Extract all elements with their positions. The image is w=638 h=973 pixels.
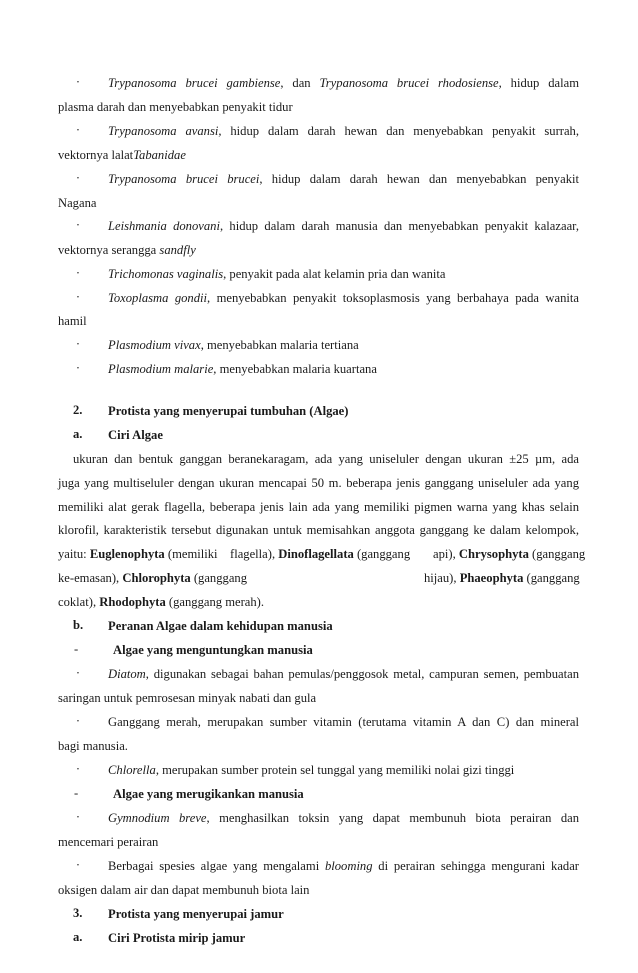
text-line: saringan untuk pemrosesan minyak nabati dan gula <box>58 691 317 705</box>
bullet: · <box>75 762 81 776</box>
paragraph-line: klorofil, karakteristik tersebut digunakan untuk memisahkan anggota ganggang ke dalam kelompok, <box>58 523 579 537</box>
bullet: · <box>75 810 81 824</box>
text-line: Nagana <box>58 196 97 210</box>
paragraph-line: coklat), Rhodophyta (ganggang merah). <box>58 595 265 609</box>
text-line: Chlorella, merupakan sumber protein sel tunggal yang memiliki nolai gizi tinggi <box>108 763 515 777</box>
text-line: plasma darah dan menyebabkan penyakit tidur <box>58 100 293 114</box>
text-line: Plasmodium vivax, menyebabkan malaria tertiana <box>108 338 359 352</box>
dash-bullet: - <box>74 642 79 656</box>
bullet: · <box>75 858 81 872</box>
subsection-heading: Ciri Protista mirip jamur <box>108 931 246 945</box>
paragraph-line: ke-emasan), Chlorophyta (ganggang <box>58 571 248 585</box>
sub-heading: Algae yang menguntungkan manusia <box>113 643 313 657</box>
text-line: Leishmania donovani, hidup dalam darah manusia dan menyebabkan penyakit kalazaar, <box>108 219 579 233</box>
bullet: · <box>75 361 81 375</box>
text-line: Berbagai spesies algae yang mengalami blooming di perairan sehingga mengurani kadar <box>108 859 579 873</box>
text-line: oksigen dalam air dan dapat membunuh biota lain <box>58 883 310 897</box>
text-line: Diatom, digunakan sebagai bahan pemulas/penggosok metal, campuran semen, pembuatan <box>108 667 579 681</box>
subsection-letter: a. <box>73 427 83 441</box>
paragraph-line: ukuran dan bentuk ganggan beranekaragam, ada yang uniseluler dengan ukuran ±25 µm, ada <box>73 452 579 466</box>
subsection-letter: b. <box>73 618 84 632</box>
text-line: Trypanosoma brucei brucei, hidup dalam darah hewan dan menyebabkan penyakit <box>108 172 579 186</box>
bullet: · <box>75 337 81 351</box>
dash-bullet: - <box>74 786 79 800</box>
text-line: hamil <box>58 314 87 328</box>
sub-heading: Algae yang merugikankan manusia <box>113 787 304 801</box>
paragraph-line: hijau), Phaeophyta (ganggang <box>424 571 580 585</box>
text-line: Trypanosoma avansi, hidup dalam darah hewan dan menyebabkan penyakit surrah, <box>108 124 579 138</box>
section-heading: Protista yang menyerupai jamur <box>108 907 284 921</box>
text-line: Gymnodium breve, menghasilkan toksin yang dapat membunuh biota perairan dan <box>108 811 579 825</box>
bullet: · <box>75 75 81 89</box>
text-line: Trichomonas vaginalis, penyakit pada alat kelamin pria dan wanita <box>108 267 446 281</box>
paragraph-line: juga yang multiseluler dengan ukuran mencapai 50 m. beberapa jenis ganggang uniseluler ada yang <box>58 476 579 490</box>
text-line: vektornya lalatTabanidae <box>58 148 186 162</box>
subsection-letter: a. <box>73 930 83 944</box>
subsection-heading: Ciri Algae <box>108 428 163 442</box>
bullet: · <box>75 666 81 680</box>
paragraph-line: flagella), Dinoflagellata (ganggang <box>230 547 411 561</box>
bullet: · <box>75 290 81 304</box>
text-line: vektornya serangga sandfly <box>58 243 196 257</box>
text-line: Trypanosoma brucei gambiense, dan Trypanosoma brucei rhodosiense, hidup dalam <box>108 76 579 90</box>
bullet: · <box>75 714 81 728</box>
text-line: Toxoplasma gondii, menyebabkan penyakit toksoplasmosis yang berbahaya pada wanita <box>108 291 579 305</box>
section-heading: Protista yang menyerupai tumbuhan (Algae) <box>108 404 349 418</box>
bullet: · <box>75 171 81 185</box>
paragraph-line: yaitu: Euglenophyta (memiliki <box>58 547 218 561</box>
paragraph-line: memiliki alat gerak flagella, beberapa jenis lain ada yang memiliki pigmen warna yang khas selain <box>58 500 579 514</box>
text-line: bagi manusia. <box>58 739 128 753</box>
subsection-heading: Peranan Algae dalam kehidupan manusia <box>108 619 333 633</box>
bullet: · <box>75 123 81 137</box>
paragraph-line: api), Chrysophyta (ganggang <box>433 547 586 561</box>
bullet: · <box>75 218 81 232</box>
text-line: mencemari perairan <box>58 835 159 849</box>
bullet: · <box>75 266 81 280</box>
text-line: Ganggang merah, merupakan sumber vitamin (terutama vitamin A dan C) dan mineral <box>108 715 579 729</box>
section-number: 3. <box>73 906 83 920</box>
section-number: 2. <box>73 403 83 417</box>
text-line: Plasmodium malarie, menyebabkan malaria kuartana <box>108 362 377 376</box>
